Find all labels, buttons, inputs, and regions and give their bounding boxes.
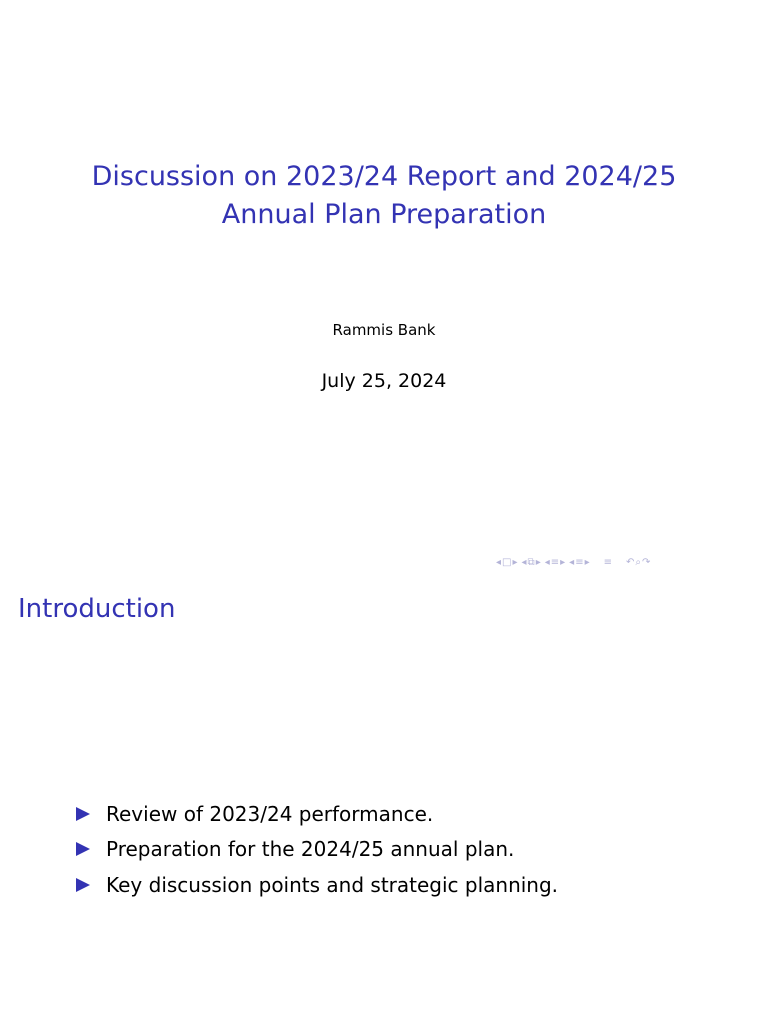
nav-back-icon[interactable]: ↶ [626,557,635,568]
nav-next-slide-icon[interactable]: ▸ [512,557,518,568]
list-item [76,832,558,868]
nav-search-icon[interactable]: ⌕ [635,557,642,568]
nav-frame-icon[interactable]: ⧉ [527,557,535,568]
triangle-bullet-icon [76,807,90,821]
nav-subsection-icon[interactable]: ≡ [550,557,560,568]
list-item [76,796,558,832]
nav-frame-group [522,556,541,570]
presentation-title [0,158,768,234]
nav-prev-frame-icon[interactable]: ◂ [521,557,527,568]
triangle-bullet-icon [76,842,90,856]
nav-search-group [626,556,650,570]
nav-document-icon[interactable]: ≡ [603,557,613,568]
bullet-list [76,796,558,903]
bullet-text: Key discussion points and strategic planning. [106,872,559,897]
nav-section-group [569,556,589,570]
bullet-text: Preparation for the 2024/25 annual plan. [106,837,515,862]
nav-subsection-group [545,556,565,570]
nav-slide-group [496,556,518,570]
nav-prev-subsection-icon[interactable]: ◂ [544,557,550,568]
nav-slide-icon[interactable]: □ [502,557,512,568]
nav-next-frame-icon[interactable]: ▸ [535,557,541,568]
nav-prev-section-icon[interactable]: ◂ [569,557,575,568]
beamer-navigation-bar [496,556,650,570]
nav-next-section-icon[interactable]: ▸ [584,557,590,568]
title-line-2: Annual Plan Preparation [221,199,547,230]
presentation-date: July 25, 2024 [321,370,447,392]
bullet-text: Review of 2023/24 performance. [106,801,434,826]
title-line-1: Discussion on 2023/24 Report and 2024/25 [91,161,677,192]
nav-next-subsection-icon[interactable]: ▸ [560,557,566,568]
triangle-bullet-icon [76,878,90,892]
list-item [76,867,558,903]
nav-section-icon[interactable]: ≡ [575,557,584,568]
frame-title: Introduction [18,594,176,624]
introduction-slide [0,576,768,1024]
nav-forward-icon[interactable]: ↷ [642,557,651,568]
nav-prev-slide-icon[interactable]: ◂ [496,557,502,568]
author-name: Rammis Bank [332,321,436,339]
